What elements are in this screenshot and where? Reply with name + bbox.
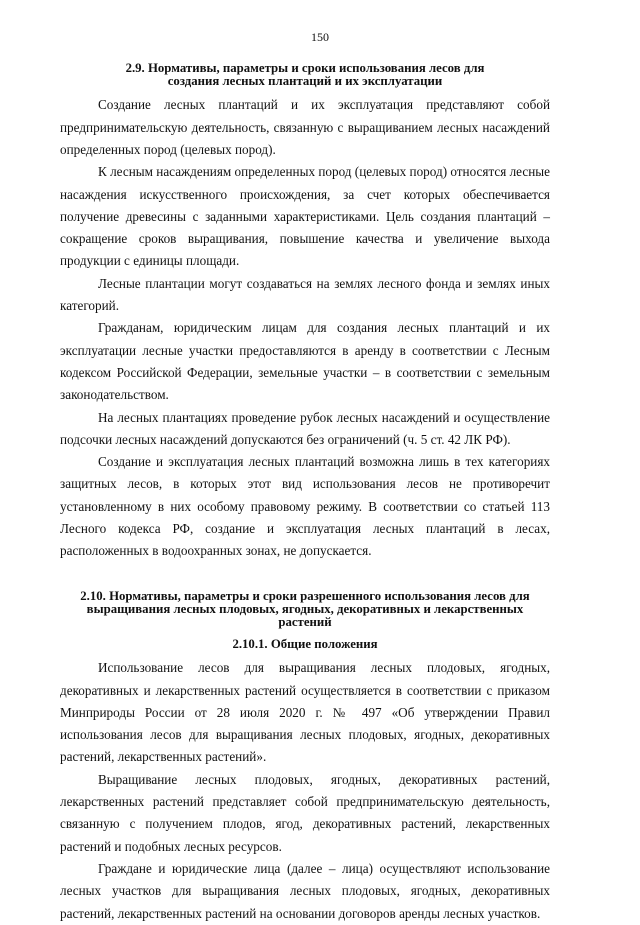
section-heading-2-10 [60, 590, 550, 630]
paragraph: Создание и эксплуатация лесных плантаций возможна лишь в тех категориях защитных лесов, в которых этот вид использования лесов не противоречит установленному в них особому правовому режиму. В соответствии со статьей 113 Лесного кодекса РФ, создание и эксплуатация лесных плантаций в лесах, расположенных в водоохранных зонах, не допускается. [60, 454, 550, 559]
paragraph: К лесным насаждениям определенных пород (целевых пород) относятся лесные насаждения искусственного происхождения, за счет которых обеспечивается получение древесины с заданными характеристиками. Цель создания плантаций – сокращение сроков выращивания, повышение качества и увеличение выхода продукции с единицы площади. [60, 164, 550, 269]
page-number: 150 [311, 30, 329, 44]
heading-line: 2.10. Нормативы, параметры и сроки разрешенного использования лесов для [80, 588, 530, 603]
page-content [60, 62, 550, 925]
heading-line: создания лесных плантаций и их эксплуатации [167, 74, 443, 89]
paragraph: Граждане и юридические лица (далее – лица) осуществляют использование лесных участков для выращивания лесных плодовых, ягодных, декоративных растений, лекарственных растений на основании договоров аренды лесных участков. [60, 860, 550, 921]
paragraph: Лесные плантации могут создаваться на землях лесного фонда и землях иных категорий. [60, 275, 550, 314]
section-spacer [60, 563, 550, 590]
paragraph: На лесных плантациях проведение рубок лесных насаждений и осуществление подсочки лесных насаждений допускаются без ограничений (ч. 5 ст. 42 ЛК РФ). [60, 409, 550, 447]
paragraph: Выращивание лесных плодовых, ягодных, декоративных растений, лекарственных растений представляет собой предпринимательскую деятельность, связанную с получением плодов, ягод, декоративных растений, лекарственных растений и подобных лесных ресурсов. [60, 771, 550, 854]
paragraph: Гражданам, юридическим лицам для создания лесных плантаций и их эксплуатации лесные участки предоставляются в аренду в соответствии с Лесным кодексом Российской Федерации, земельные участки – в соответствии с земельным законодательством. [60, 320, 550, 403]
section-heading-2-9 [60, 62, 550, 88]
subsection-heading-2-10-1: 2.10.1. Общие положения [232, 637, 378, 652]
heading-line: 2.9. Нормативы, параметры и сроки использования лесов для [125, 61, 485, 75]
paragraph: Использование лесов для выращивания лесных плодовых, ягодных, декоративных и лекарственных растений осуществляется в соответствии с приказом Минприроды России от 28 июля 2020 г. № 497 «Об утверждении Правил использования лесов для выращивания лесных плодовых, ягодных, декоративных растений, лекарственных растений». [60, 660, 550, 765]
heading-line: выращивания лесных плодовых, ягодных, декоративных и лекарственных растений [86, 601, 524, 630]
paragraph: Создание лесных плантаций и их эксплуатация представляют собой предпринимательскую деятельность, связанную с выращиванием лесных насаждений определенных пород (целевых пород). [60, 97, 550, 157]
